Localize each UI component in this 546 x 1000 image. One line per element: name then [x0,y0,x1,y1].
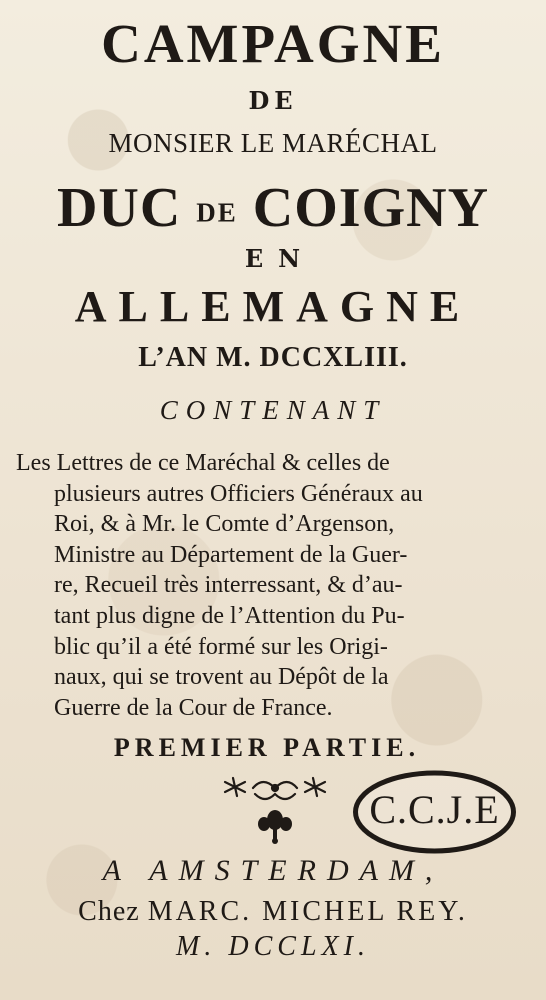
title-duc-de-coigny [0,176,546,240]
title-allemagne: ALLEMAGNE [74,282,472,331]
imprint-publisher-line [0,896,546,928]
imprint-city: A AMSTERDAM, [102,854,444,887]
title-year-line: L’AN M. DCCXLIII. [138,342,408,373]
description-line: Ministre au Département de la Guer- [54,541,408,568]
title-monsieur: MONSIER LE MARÉCHAL [108,128,438,158]
title-campagne: CAMPAGNE [101,13,445,74]
description-line: re, Recueil très interressant, & d’au- [54,572,403,599]
description-line: Les Lettres de ce Maréchal & celles de [16,450,390,476]
imprint-publisher-prefix: Chez [78,896,140,927]
title-de-small: DE [196,197,238,228]
description-line: blic qu’il a été formé sur les Origi- [54,633,388,660]
ornament-icon [215,774,335,846]
imprint-publisher: MARC. MICHEL REY. [147,896,468,927]
title-coigny: COIGNY [252,177,490,239]
contenant-heading: CONTENANT [159,395,387,425]
description-line: Roi, & à Mr. le Comte d’Argenson, [54,511,395,538]
title-duc: DUC [56,177,182,239]
stamp-text: C.C.J.E [369,787,500,832]
title-en: EN [244,244,316,273]
title-de: DE [248,86,298,115]
description-line: Guerre de la Cour de France. [54,694,333,721]
description-line: naux, qui se trovent au Dépôt de la [54,664,389,691]
description-paragraph [16,448,534,723]
part-heading: PREMIER PARTIE. [113,733,421,762]
imprint-year: M. DCCLXI. [176,931,370,962]
library-stamp [351,768,518,856]
description-line: plusieurs autres Officiers Généraux au [54,480,423,507]
description-line: tant plus digne de l’Attention du Pu- [54,602,405,629]
